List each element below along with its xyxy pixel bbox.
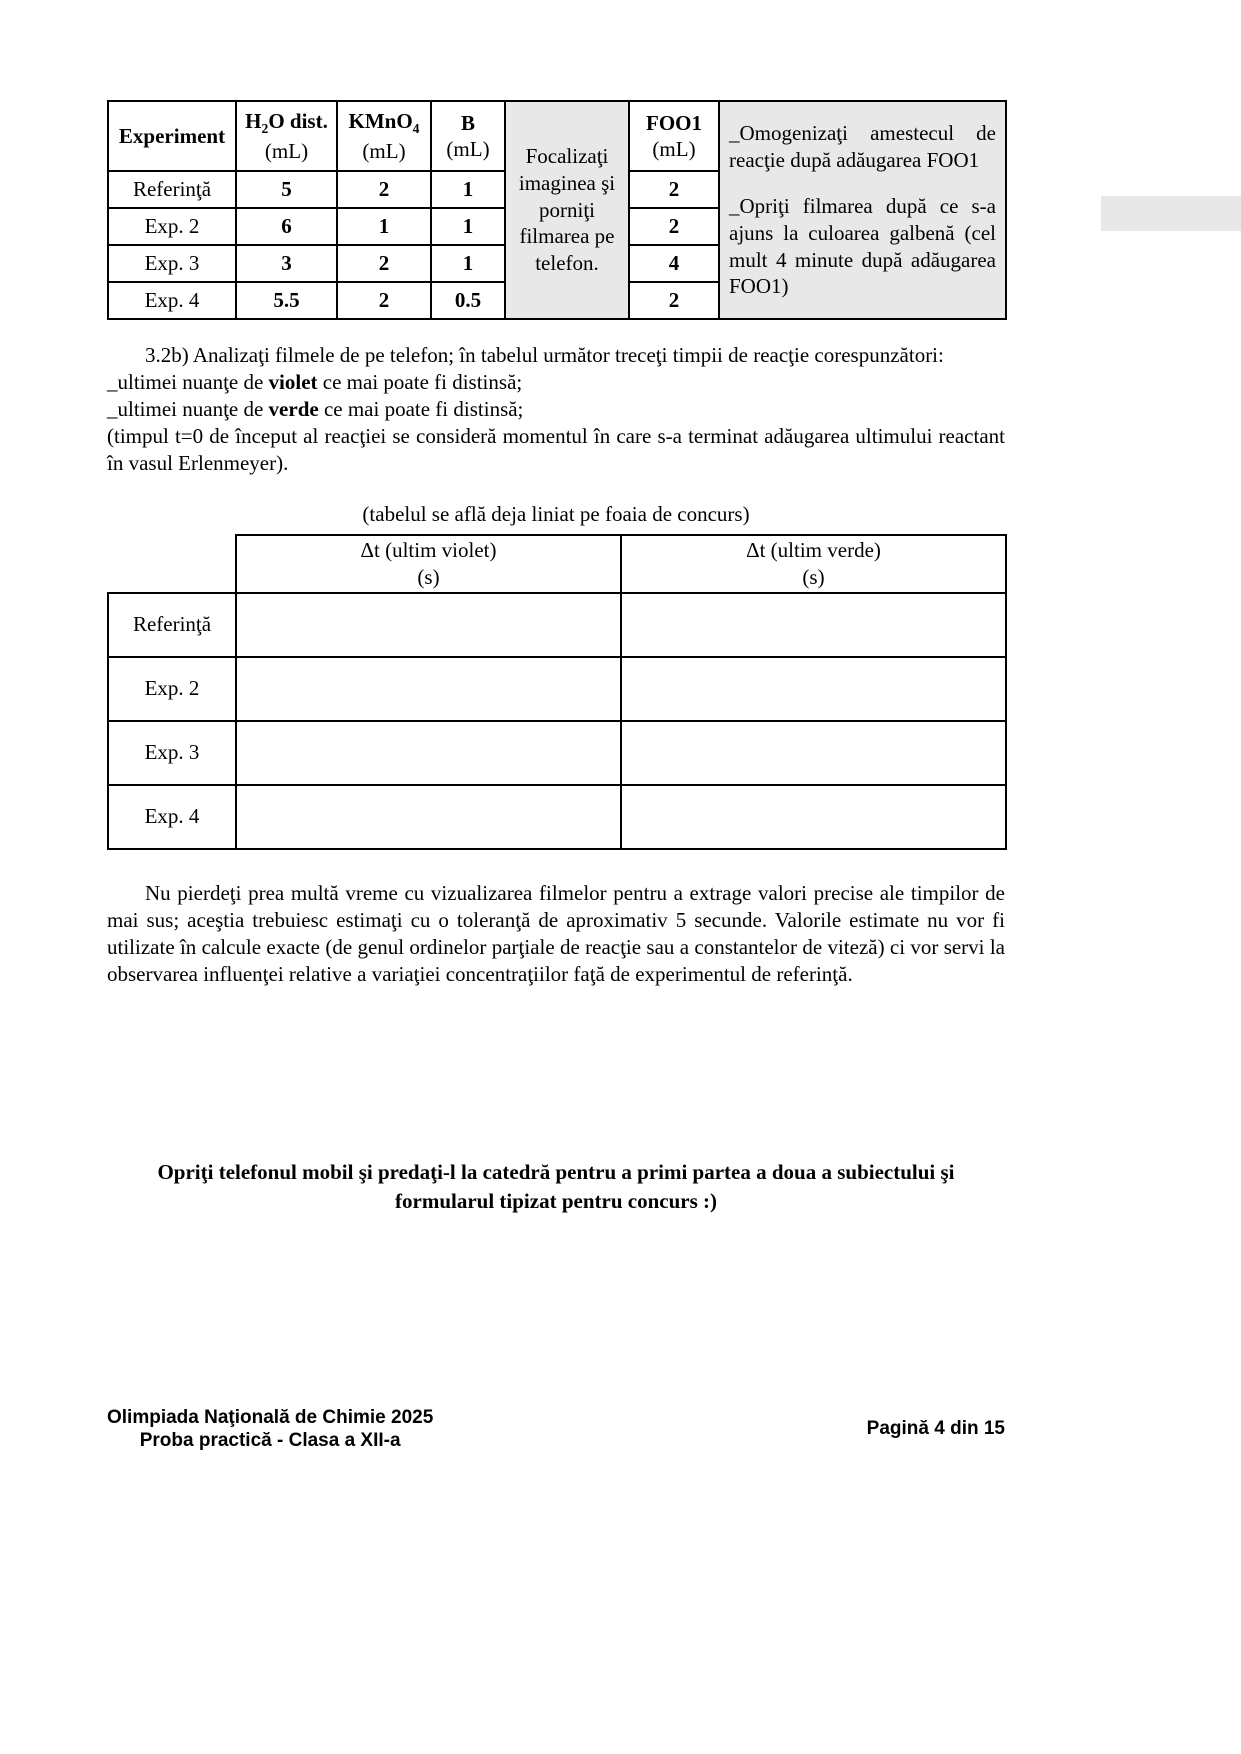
violet-word: violet: [268, 370, 318, 394]
results-row-exp2: [108, 657, 1006, 721]
value-cell-foo1: 2: [629, 208, 719, 245]
col-header-experiment: [108, 101, 236, 171]
instruction-stop-filming: _Opriţi filmarea după ce s-a ajuns la culoarea galbenă (cel mult 4 minute după adăugarea FOO1): [729, 194, 996, 299]
answer-cell-violet: [236, 593, 621, 657]
col-header-delta-violet-label: Δt (ultim violet): [360, 537, 497, 562]
col-header-delta-violet: [236, 535, 621, 593]
col-header-kmno4-unit: (mL): [362, 138, 406, 163]
value-cell-b: 1: [431, 208, 505, 245]
page-footer: [107, 1406, 1005, 1452]
results-row-referinta: [108, 593, 1006, 657]
row-label: Exp. 3: [108, 245, 236, 282]
section-3-2b: [107, 342, 1005, 477]
phone-handover-notice: Opriţi telefonul mobil şi predaţi-l la catedră pentru a primi partea a doua a subiectului şi formularul tipizat pentru concurs :): [157, 1160, 955, 1213]
results-row-exp4: [108, 785, 1006, 849]
time-zero-note: (timpul t=0 de început al reacţiei se consideră momentul în care s-a terminat adăugarea ultimului reactant în vasul Erlenmeyer).: [107, 424, 1005, 475]
mixing-table-header-row: [108, 101, 1006, 171]
col-header-foo1-unit: (mL): [652, 137, 696, 161]
col-header-h2o-unit: (mL): [264, 138, 309, 163]
row-label: Exp. 4: [108, 282, 236, 319]
col-header-b: [431, 101, 505, 171]
mixing-table: [107, 100, 1007, 320]
row-label: Exp. 2: [108, 657, 236, 721]
value-cell-h2o: 5.5: [236, 282, 337, 319]
row-label: Exp. 2: [108, 208, 236, 245]
page-edge-gray-artifact: [1101, 196, 1241, 231]
mixing-instructions-cell: [719, 101, 1006, 319]
results-table: [107, 534, 1007, 850]
col-header-h2o-label: $H_2O$ dist.: [245, 109, 328, 137]
value-cell-kmno4: 2: [337, 171, 431, 208]
footer-exam-title: [107, 1406, 433, 1452]
value-cell-foo1: 2: [629, 282, 719, 319]
col-header-foo1-label: FOO1: [646, 110, 702, 135]
col-header-b-label: B: [460, 110, 475, 135]
results-header-row: [108, 535, 1006, 593]
footer-page-number: Pagină 4 din 15: [866, 1418, 1005, 1439]
verde-word: verde: [268, 397, 319, 421]
col-header-delta-verde-unit: (s): [802, 565, 825, 589]
focus-filming-note-cell: [505, 101, 629, 319]
col-header-b-unit: (mL): [446, 137, 490, 161]
col-header-delta-verde-label: Δt (ultim verde): [746, 537, 881, 562]
footer-olympiad-line: Olimpiada Naţională de Chimie 2025: [107, 1407, 434, 1428]
value-cell-b: 0.5: [431, 282, 505, 319]
value-cell-foo1: 2: [629, 171, 719, 208]
col-header-kmno4: [337, 101, 431, 171]
advice-paragraph: Nu pierdeţi prea multă vreme cu vizualizarea filmelor pentru a extrage valori precise ale timpilor de mai sus; aceştia trebuiesc estimaţi cu o toleranţă de aproximativ 5 secunde. Valorile estimate nu vor fi utilizate în calcule exacte (de genul ordinelor parţiale de reacţie sau a constantelor de viteză) ci vor servi la observarea influenţei relative a variaţiei concentraţiilor faţă de experimentul de referinţă.: [107, 881, 1005, 986]
page-content: [107, 0, 1005, 1216]
results-row-exp3: [108, 721, 1006, 785]
verde-time-item: _ultimei nuanţe de verde ce mai poate fi distinsă;: [107, 397, 524, 421]
answer-cell-verde: [621, 721, 1006, 785]
col-header-delta-verde: [621, 535, 1006, 593]
row-label: Exp. 3: [108, 721, 236, 785]
violet-time-item: _ultimei nuanţe de violet ce mai poate fi distinsă;: [107, 370, 523, 394]
row-label: Referinţă: [108, 171, 236, 208]
col-header-kmno4-label: KMnO$_4$: [348, 109, 420, 137]
answer-cell-verde: [621, 657, 1006, 721]
instruction-homogenize: _Omogenizaţi amestecul de reacţie după adăugarea FOO1: [729, 121, 996, 172]
focus-filming-note-text: Focalizaţi imaginea şi porniţi filmarea pe telefon.: [518, 143, 616, 276]
value-cell-kmno4: 1: [337, 208, 431, 245]
col-header-foo1: [629, 101, 719, 171]
col-header-delta-violet-unit: (s): [417, 565, 440, 589]
answer-cell-violet: [236, 721, 621, 785]
value-cell-h2o: 3: [236, 245, 337, 282]
value-cell-b: 1: [431, 171, 505, 208]
results-table-caption: (tabelul se află deja liniat pe foaia de concurs): [362, 502, 750, 526]
col-header-h2o: [236, 101, 337, 171]
value-cell-b: 1: [431, 245, 505, 282]
col-header-experiment-label: Experiment: [118, 123, 226, 148]
section-3-2b-intro: 3.2b) Analizaţi filmele de pe telefon; în tabelul următor treceţi timpii de reacţie corespunzători:: [145, 343, 944, 367]
footer-class-line: Proba practică - Clasa a XII-a: [139, 1430, 401, 1451]
value-cell-kmno4: 2: [337, 282, 431, 319]
value-cell-foo1: 4: [629, 245, 719, 282]
value-cell-kmno4: 2: [337, 245, 431, 282]
value-cell-h2o: 5: [236, 171, 337, 208]
row-label: Exp. 4: [108, 785, 236, 849]
answer-cell-violet: [236, 657, 621, 721]
row-label: Referinţă: [108, 593, 236, 657]
answer-cell-verde: [621, 593, 1006, 657]
value-cell-h2o: 6: [236, 208, 337, 245]
corner-empty-cell: [108, 535, 236, 593]
answer-cell-verde: [621, 785, 1006, 849]
answer-cell-violet: [236, 785, 621, 849]
